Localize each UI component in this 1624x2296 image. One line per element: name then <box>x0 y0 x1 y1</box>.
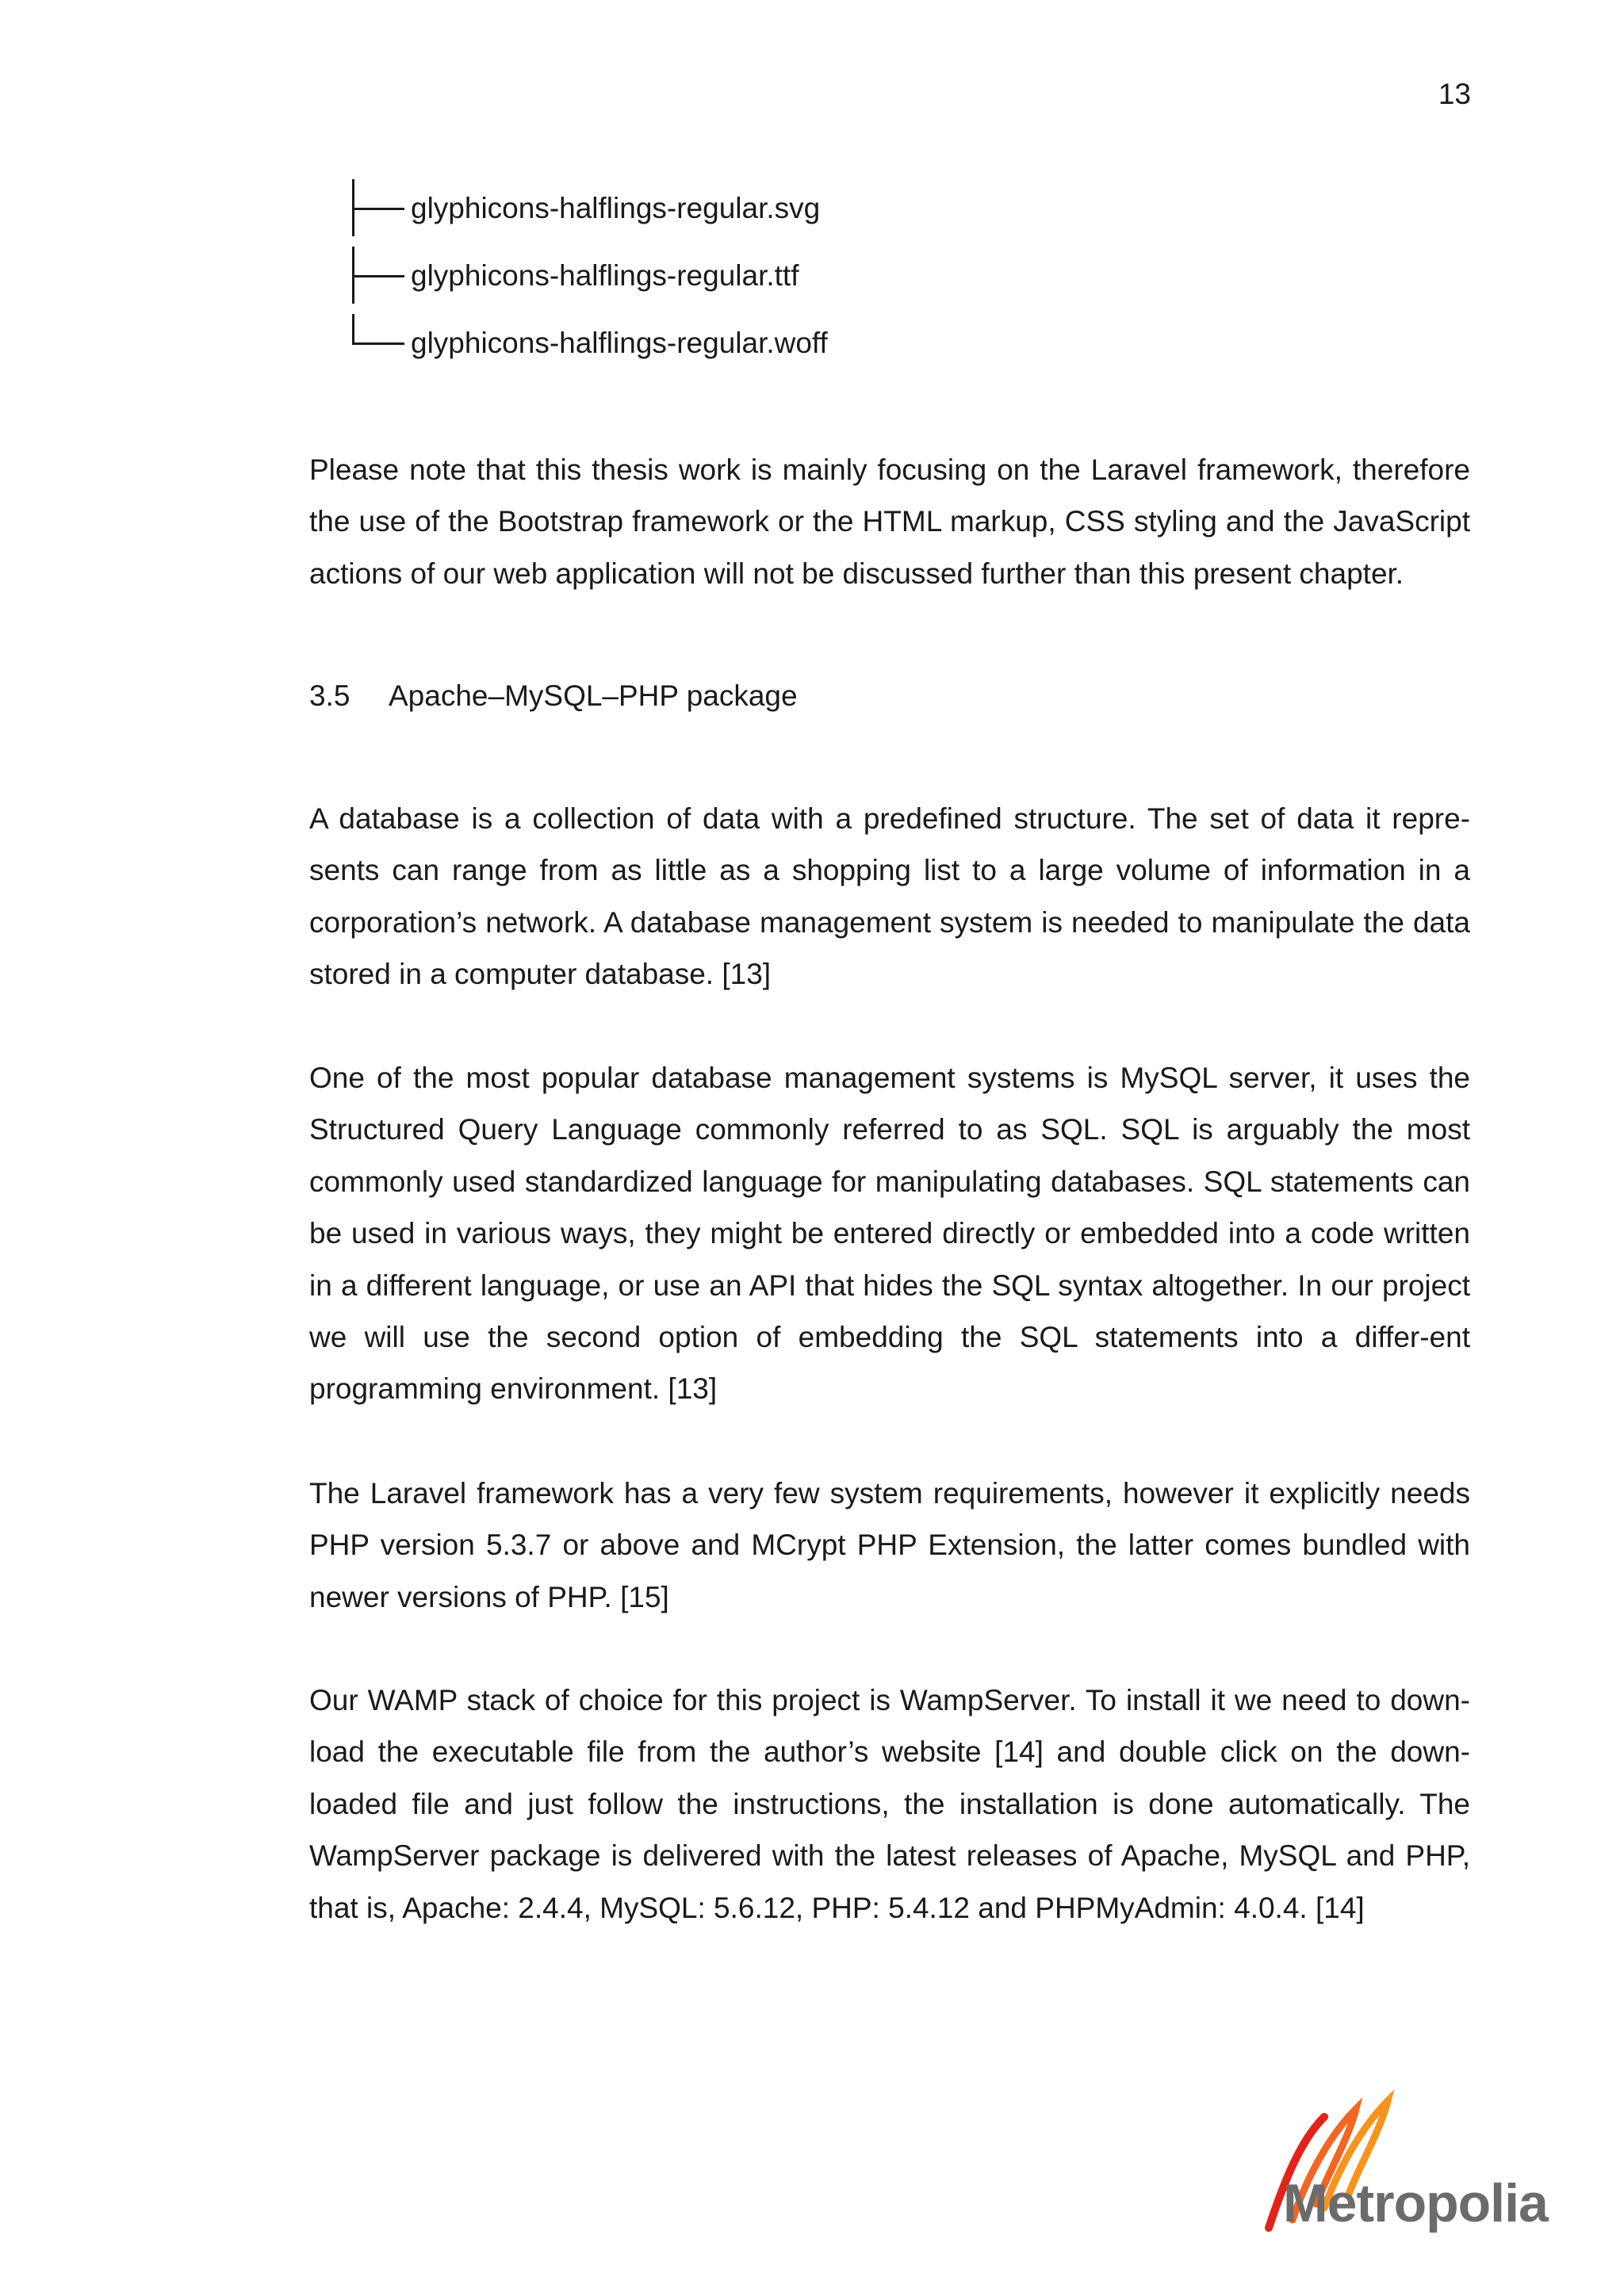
body-paragraph: A database is a collection of data with a predefined structure. The set of data it repre-sents can range from as little as a shopping list to a large volume of information in a corporation’s network. A database management system is needed to manipulate the data stored in a computer database. [13] <box>309 802 1470 991</box>
section-title: Apache–MySQL–PHP package <box>389 679 798 712</box>
tree-branch-icon <box>347 242 408 309</box>
page-number: 13 <box>1438 78 1471 110</box>
intro-paragraph: Please note that this thesis work is mainly focusing on the Laravel framework, therefore the use of the Bootstrap framework or the HTML markup, CSS styling and the JavaScript actions of our web application will not be discussed further than this present chapter. <box>309 453 1470 590</box>
file-tree <box>347 174 828 377</box>
metropolia-logo-text: Metropolia <box>1283 2173 1548 2233</box>
body-paragraph: The Laravel framework has a very few system requirements, however it explicitly needs PHP version 5.3.7 or above and MCrypt PHP Extension, the latter comes bundled with newer versions of PHP. [15] <box>309 1477 1470 1613</box>
tree-item <box>347 174 828 242</box>
tree-item <box>347 242 828 309</box>
tree-item-name: glyphicons-halflings-regular.svg <box>411 191 821 224</box>
section-heading <box>309 679 798 713</box>
body-paragraph: Our WAMP stack of choice for this project is WampServer. To install it we need to down-load the executable file from the author’s website [14] and double click on the down-loaded file and just follow the instructions, the installation is done automatically. The WampServer package is delivered with the latest releases of Apache, MySQL and PHP, that is, Apache: 2.4.4, MySQL: 5.6.12, PHP: 5.4.12 and PHPMyAdmin: 4.0.4. [14] <box>309 1684 1470 1924</box>
tree-item-name: glyphicons-halflings-regular.woff <box>411 326 828 359</box>
section-number: 3.5 <box>309 679 350 712</box>
tree-last-branch-icon <box>347 309 408 377</box>
tree-item-name: glyphicons-halflings-regular.ttf <box>411 258 799 292</box>
body-paragraph: One of the most popular database management systems is MySQL server, it uses the Structured Query Language commonly referred to as SQL. SQL is arguably the most commonly used standardized language for manipulating databases. SQL statements can be used in various ways, they might be entered directly or embedded into a code written in a different language, or use an API that hides the SQL syntax altogether. In our project we will use the second option of embedding the SQL statements into a differ-ent programming environment. [13] <box>309 1062 1470 1406</box>
tree-branch-icon <box>347 174 408 242</box>
tree-item <box>347 309 828 377</box>
